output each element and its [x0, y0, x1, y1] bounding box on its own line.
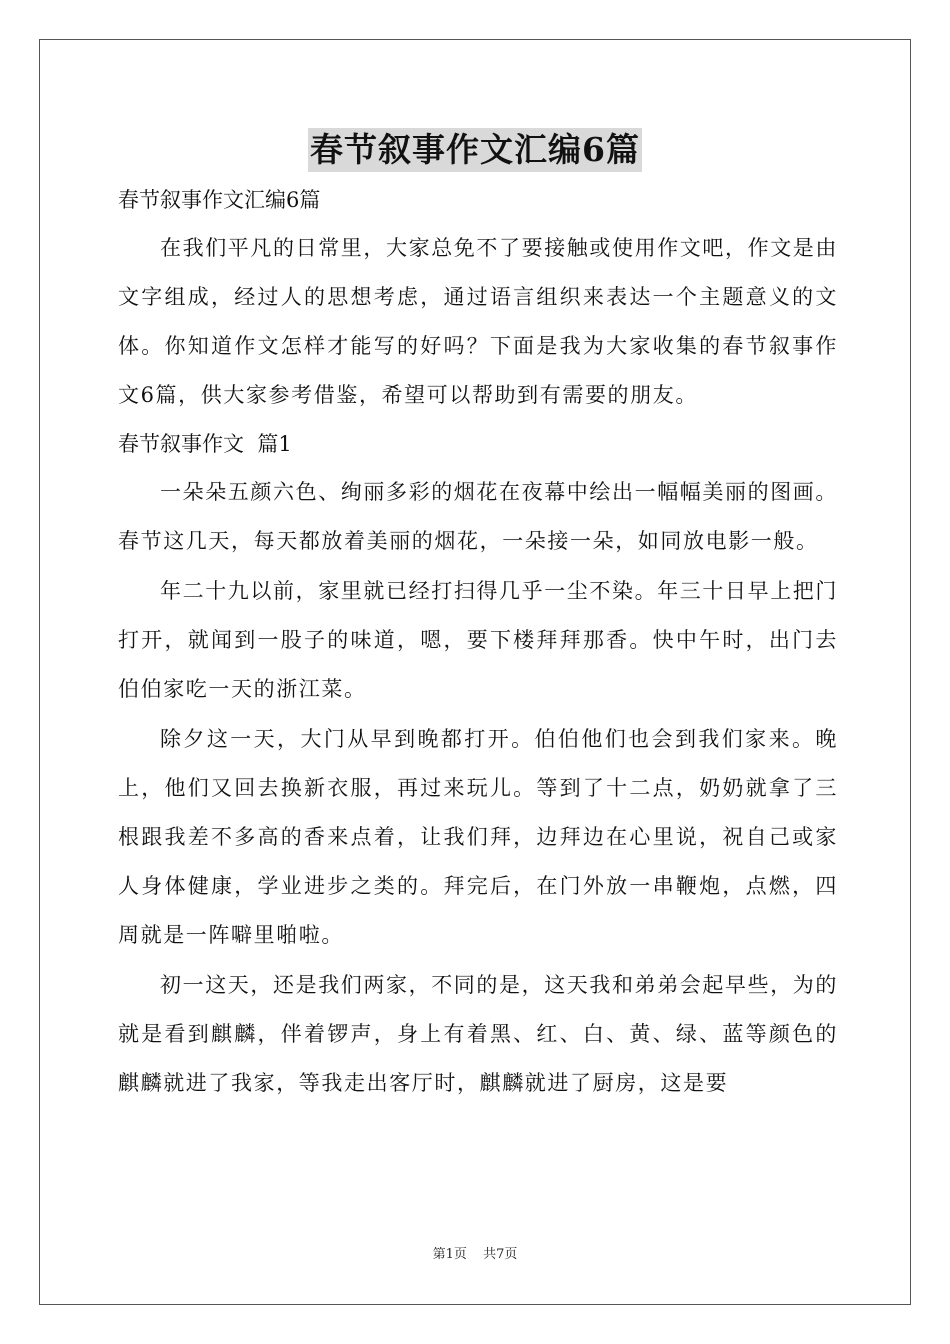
page-number-total: 共7页 — [483, 1247, 518, 1262]
body-paragraph: 一朵朵五颜六色、绚丽多彩的烟花在夜幕中绘出一幅幅美丽的图画。春节这几天，每天都放着美丽的烟花，一朵接一朵，如同放电影一般。 — [118, 480, 838, 553]
document-subtitle: 春节叙事作文汇编6篇 — [118, 188, 321, 212]
intro-paragraph: 在我们平凡的日常里，大家总免不了要接触或使用作文吧，作文是由文字组成，经过人的思想考虑，通过语言组织来表达一个主题意义的文体。你知道作文怎样才能写的好吗？下面是我为大家收集的春节叙事作文6篇，供大家参考借鉴，希望可以帮助到有需要的朋友。 — [118, 236, 838, 407]
page-footer — [0, 1245, 950, 1265]
page-number-current: 第1页 — [432, 1247, 467, 1262]
document-title: 春节叙事作文汇编6篇 — [308, 128, 642, 172]
body-paragraph: 初一这天，还是我们两家，不同的是，这天我和弟弟会起早些，为的就是看到麒麟，伴着锣声，身上有着黑、红、白、黄、绿、蓝等颜色的麒麟就进了我家，等我走出客厅时，麒麟就进了厨房，这是要 — [118, 973, 838, 1095]
title-area — [0, 128, 950, 172]
body-paragraph: 年二十九以前，家里就已经打扫得几乎一尘不染。年三十日早上把门打开，就闻到一股子的味道，嗯，要下楼拜拜那香。快中午时，出门去伯伯家吃一天的浙江菜。 — [118, 579, 838, 701]
document-body — [118, 176, 838, 1108]
body-paragraph: 除夕这一天，大门从早到晚都打开。伯伯他们也会到我们家来。晚上，他们又回去换新衣服，再过来玩儿。等到了十二点，奶奶就拿了三根跟我差不多高的香来点着，让我们拜，边拜边在心里说，祝自己或家人身体健康，学业进步之类的。拜完后，在门外放一串鞭炮，点燃，四周就是一阵噼里啪啦。 — [118, 727, 838, 947]
section-heading: 春节叙事作文 篇1 — [118, 432, 292, 456]
